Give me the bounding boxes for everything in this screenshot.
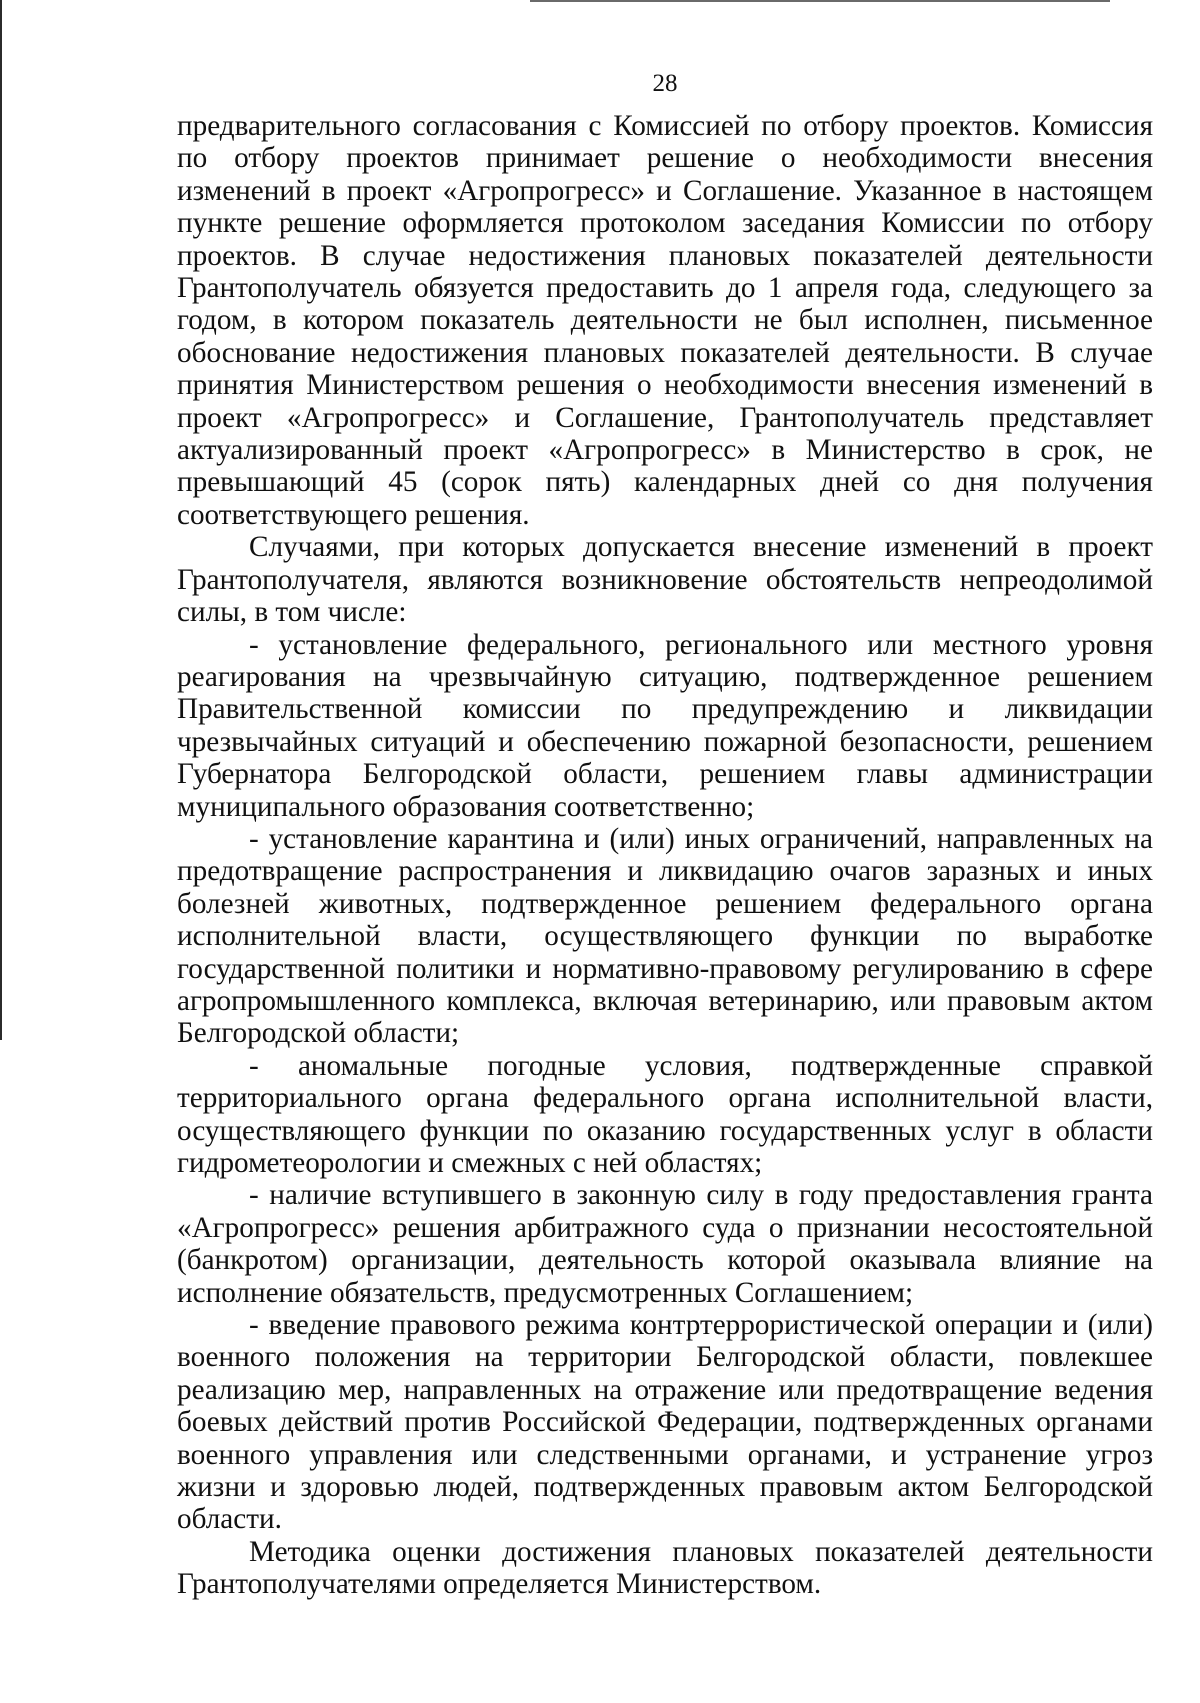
document-body: [177, 110, 1153, 1601]
list-item-counterterrorism: - введение правового режима контртеррористической операции и (или) военного положения на территории Белгородской области, повлекшее реализацию мер, направленных на отражение или предотвращение ведения боевых действий против Российской Федерации, подтвержденных органами военного управления или следственными органами, и устранение угроз жизни и здоровью людей, подтвержденных правовым актом Белгородской области.: [177, 1309, 1153, 1536]
paragraph-force-majeure-intro: Случаями, при которых допускается внесение изменений в проект Грантополучателя, являются возникновение обстоятельств непреодолимой силы, в том числе:: [177, 531, 1153, 629]
paragraph-methodology: Методика оценки достижения плановых показателей деятельности Грантополучателями определяется Министерством.: [177, 1535, 1153, 1601]
page-number: 28: [652, 70, 678, 97]
scan-edge-top: [530, 0, 1110, 2]
paragraph-continuation: предварительного согласования с Комиссией по отбору проектов. Комиссия по отбору проектов принимает решение о необходимости внесения изменений в проект «Агропрогресс» и Соглашение. Указанное в настоящем пункте решение оформляется протоколом заседания Комиссии по отбору проектов. В случае недостижения плановых показателей деятельности Грантополучатель обязуется предоставить до 1 апреля года, следующего за годом, в котором показатель деятельности не был исполнен, письменное обоснование недостижения плановых показателей деятельности. В случае принятия Министерством решения о необходимости внесения изменений в проект «Агропрогресс» и Соглашение, Грантополучатель представляет актуализированный проект «Агропрогресс» в Министерство в срок, не превышающий 45 (сорок пять) календарных дней со дня получения соответствующего решения.: [177, 110, 1153, 531]
list-item-weather: - аномальные погодные условия, подтвержденные справкой территориального органа федерального органа исполнительной власти, осуществляющего функции по оказанию государственных услуг в области гидрометеорологии и смежных с ней областях;: [177, 1049, 1153, 1179]
scan-edge-left: [0, 0, 2, 1040]
list-item-bankruptcy: - наличие вступившего в законную силу в году предоставления гранта «Агропрогресс» решения арбитражного суда о признании несостоятельной (банкротом) организации, деятельность которой оказывала влияние на исполнение обязательств, предусмотренных Соглашением;: [177, 1179, 1153, 1309]
list-item-emergency: - установление федерального, регионального или местного уровня реагирования на чрезвычайную ситуацию, подтвержденное решением Правительственной комиссии по предупреждению и ликвидации чрезвычайных ситуаций и обеспечению пожарной безопасности, решением Губернатора Белгородской области, решением главы администрации муниципального образования соответственно;: [177, 628, 1153, 823]
list-item-quarantine: - установление карантина и (или) иных ограничений, направленных на предотвращение распространения и ликвидацию очагов заразных и иных болезней животных, подтвержденное решением федерального органа исполнительной власти, осуществляющего функции по выработке государственной политики и нормативно-правовому регулированию в сфере агропромышленного комплекса, включая ветеринарию, или правовым актом Белгородской области;: [177, 822, 1153, 1050]
